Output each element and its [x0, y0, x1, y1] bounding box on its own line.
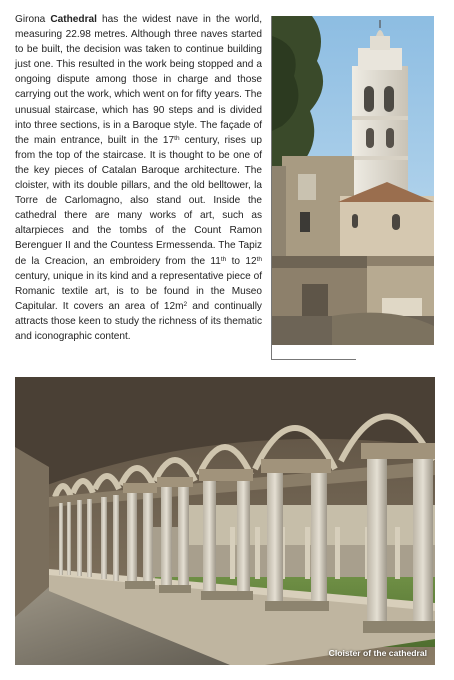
text-run-3: to 12	[226, 255, 257, 267]
text-run-4: century, unique in its kind and a representative piece of Romanic textile art, is to be found in the Museo Capitular. It covers an area of 12m	[15, 270, 262, 312]
superscript-th: th	[174, 134, 180, 142]
cloister-caption: Cloister of the cathedral	[328, 648, 427, 658]
photo-frame-rule-horizontal	[271, 359, 356, 360]
cathedral-bold: Cathedral	[50, 14, 97, 25]
superscript-th: th	[220, 255, 227, 263]
article-paragraph	[15, 12, 262, 344]
cathedral-photo	[272, 16, 434, 345]
cloister-illustration	[15, 377, 435, 665]
cathedral-illustration	[272, 16, 434, 345]
article-text	[15, 12, 262, 344]
photo-frame-rule-vertical	[271, 16, 272, 360]
text-run-1: has the widest nave in the world, measuring 22.98 metres. Although three naves started to be built, the decision was taken to continue building just one. This resulted in the work being stopped and a ongoing dispute among those in charge and those carrying out the work, which went on for fifty years. The unusual staircase, which has 90 steps and is divided into three sections, is in a Baroque style. The façade of the main entrance, built in the 17	[15, 14, 263, 146]
text-run-2: century, rises up from the top of the staircase. It is thought to be one of the key pieces of Catalan Baroque architecture. The cloister, with its double pillars, and the old belltower, la Torre de Carlomagno, also stand out. Inside the cathedral there are many works of art, such as altarpieces and the tombs of the Count Ramon Berenguer II and the Countess Ermessenda. The Tapiz de la Creacion, an embroidery from the 11	[15, 134, 263, 267]
superscript-2: 2	[183, 300, 188, 308]
intro-place: Girona	[15, 14, 51, 25]
cloister-photo	[15, 377, 435, 665]
text-run-5: and continually attracts those keen to study the richness of its thematic and iconographic content.	[15, 300, 262, 342]
superscript-th: th	[256, 255, 262, 263]
